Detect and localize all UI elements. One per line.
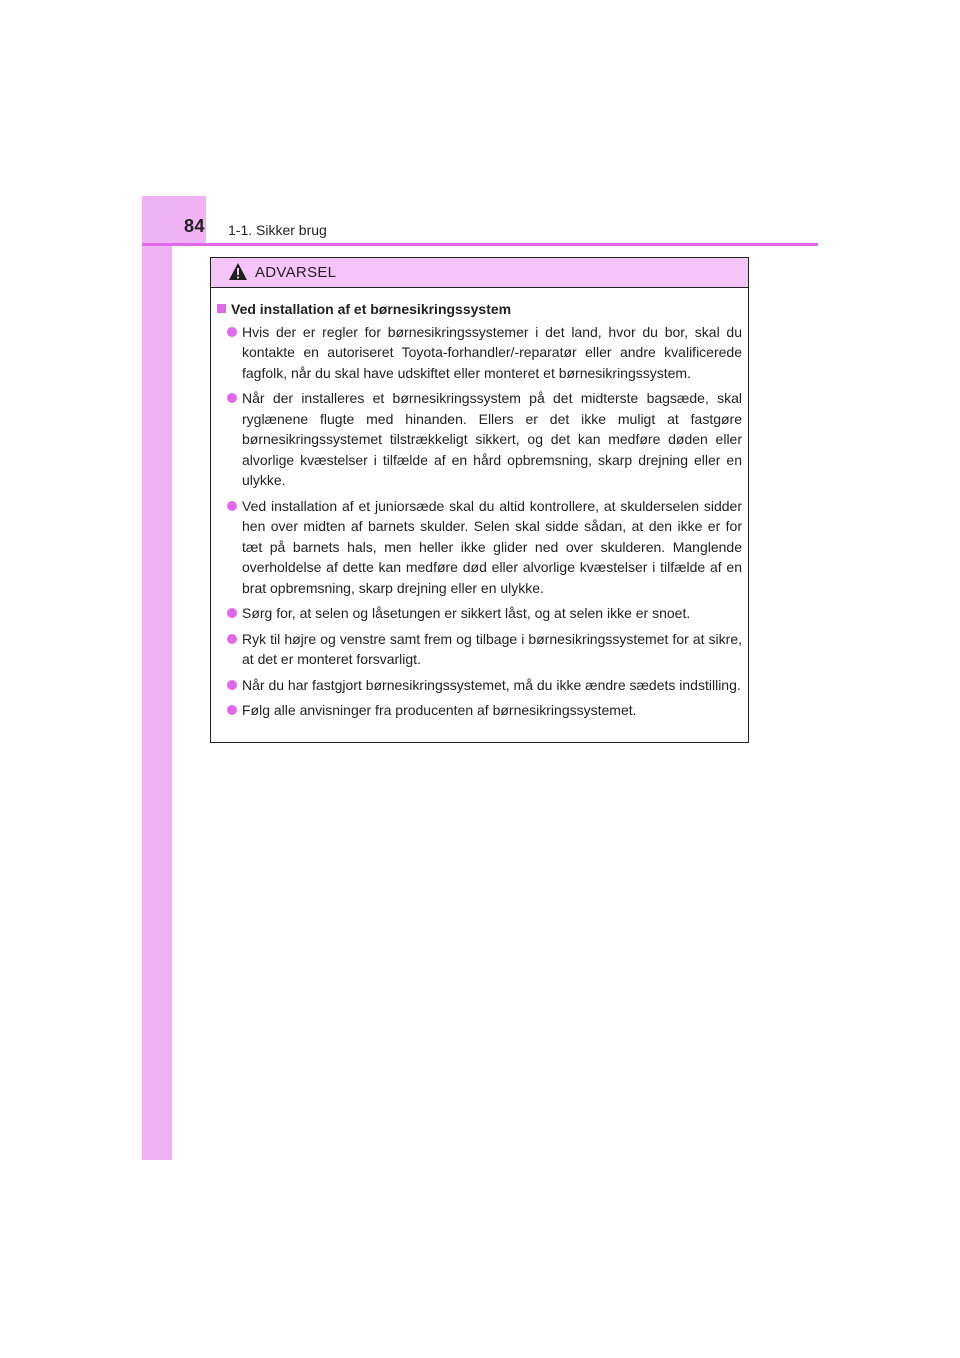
bullet-dot-icon [227,501,237,511]
warning-title: ADVARSEL [255,264,337,281]
side-tab-band [142,196,172,1160]
bullet-dot-icon [227,705,237,715]
bullet-dot-icon [227,634,237,644]
warning-header [211,258,748,288]
list-item [217,675,742,696]
list-item [217,388,742,491]
list-item-text: Hvis der er regler for børnesikringssystemer i det land, hvor du bor, skal du kontakte en autoriseret Toyota-forhandler/-reparatør eller andre kvalificerede fagfolk, når du skal have udskiftet eller monteret et børnesikringssystem. [242,323,742,381]
page-number: 84 [184,216,206,236]
list-item-text: Sørg for, at selen og låsetungen er sikkert låst, og at selen ikke er snoet. [242,605,691,621]
list-item [217,496,742,599]
warning-box [210,257,749,743]
section-title: 1-1. Sikker brug [228,222,327,238]
list-item-text: Når du har fastgjort børnesikringssystemet, må du ikke ændre sædets indstilling. [242,676,741,693]
warning-body [211,288,748,721]
bullet-dot-icon [227,393,237,403]
header-divider [142,243,818,246]
bullet-dot-icon [227,608,237,618]
list-item-text: Når der installeres et børnesikringssystem på det midterste bagsæde, skal ryglænene flugte med hinanden. Ellers er det ikke muligt at fastgøre børnesikringssystemet tilstrækkeligt sikkert, og det kan medføre døden eller alvorlige kvæstelser i tilfælde af en hård opbremsning, skarp drejning eller en ulykke. [242,390,742,488]
bullet-dot-icon [227,680,237,690]
square-bullet-icon [217,304,226,313]
warning-heading [217,299,742,320]
warning-triangle-icon [228,262,248,282]
list-item [217,700,742,721]
list-item [217,629,742,670]
list-item-text: Følg alle anvisninger fra producenten af børnesikringssystemet. [242,702,637,718]
list-item-text: Ved installation af et juniorsæde skal du altid kontrollere, at skulderselen sidder hen over midten af barnets skulder. Selen skal sidde sådan, at den ikke er for tæt på barnets hals, men heller ikke glider ned over skulderen. Manglende overholdelse af dette kan medføre død eller alvorlige kvæstelser i tilfælde af en brat opbremsning, skarp drejning eller en ulykke. [242,497,742,596]
warning-heading-text: Ved installation af et børnesikringssystem [231,301,512,317]
list-item-text: Ryk til højre og venstre samt frem og tilbage i børnesikringssystemet for at sikre, at det er monteret forsvarligt. [242,630,742,667]
list-item [217,322,742,384]
list-item [217,603,742,624]
bullet-dot-icon [227,327,237,337]
